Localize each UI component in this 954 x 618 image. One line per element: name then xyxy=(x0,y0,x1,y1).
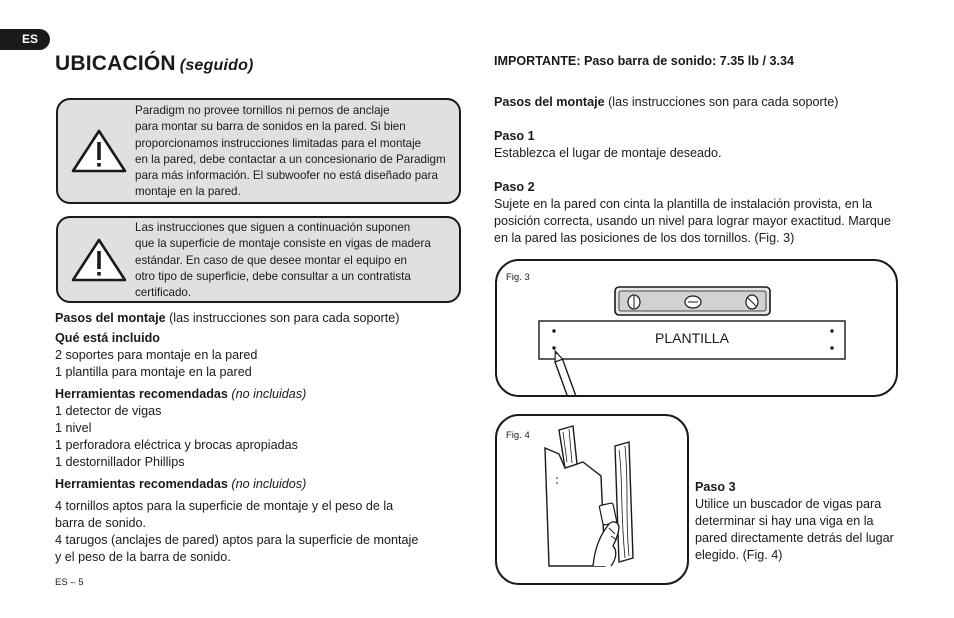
warning-text-2: Las instrucciones que siguen a continuación suponen que la superficie de montaje consiste en vigas de madera estándar. En caso de que desee montar el equipo en otro tipo de superficie, debe consultar a un contratista certificado. xyxy=(135,221,431,300)
figure-4 xyxy=(495,414,689,585)
mount-steps-heading-right: Pasos del montaje (las instrucciones son para cada soporte) xyxy=(494,95,839,109)
stud-finder-illustration xyxy=(497,416,687,583)
step1-text: Establezca el lugar de montaje deseado. xyxy=(494,146,722,160)
step3-line: Utilice un buscador de vigas para xyxy=(695,497,882,511)
hardware-line: barra de sonido. xyxy=(55,516,147,530)
tool-item: 1 perforadora eléctrica y brocas apropiadas xyxy=(55,438,298,452)
included-item: 1 plantilla para montaje en la pared xyxy=(55,365,252,379)
language-tab: ES xyxy=(0,29,50,50)
important-note: IMPORTANTE: Paso barra de sonido: 7.35 lb / 3.34 xyxy=(494,54,794,68)
hardware-heading: Herramientas recomendadas (no incluidos) xyxy=(55,477,307,491)
warning-box-2 xyxy=(56,216,461,303)
tools-heading: Herramientas recomendadas (no incluidas) xyxy=(55,387,307,401)
level-and-template-illustration xyxy=(497,261,896,395)
title-main: UBICACIÓN xyxy=(55,52,176,75)
warning-text-1: Paradigm no provee tornillos ni pernos de anclaje para montar su barra de sonidos en la pared. Si bien proporcionamos instrucciones limitadas para el montaje en la pared, debe contactar a un concesionario de Paradigm para más información. El subwoofer no está diseñado para montaje en la pared. xyxy=(135,104,446,199)
page-number: ES – 5 xyxy=(55,577,84,588)
warning-triangle-icon xyxy=(70,237,128,283)
hardware-line: 4 tornillos aptos para la superficie de montaje y el peso de la xyxy=(55,499,394,513)
mount-steps-heading: Pasos del montaje (las instrucciones son para cada soporte) xyxy=(55,311,400,325)
fig4-label: Fig. 4 xyxy=(506,430,530,441)
template-label: PLANTILLA xyxy=(655,330,729,346)
title-sub: (seguido) xyxy=(179,57,254,74)
warning-box-1 xyxy=(56,98,461,204)
step3-line: elegido. (Fig. 4) xyxy=(695,548,783,562)
included-item: 2 soportes para montaje en la pared xyxy=(55,348,258,362)
tool-item: 1 destornillador Phillips xyxy=(55,455,185,469)
step2-line: posición correcta, usando un nivel para lograr mayor exactitud. Marque xyxy=(494,214,891,228)
step2-line: en la pared las posiciones de los dos tornillos. (Fig. 3) xyxy=(494,231,795,245)
step1-heading: Paso 1 xyxy=(494,129,535,143)
hardware-line: y el peso de la barra de sonido. xyxy=(55,550,231,564)
step2-line: Sujete en la pared con cinta la plantilla de instalación provista, en la xyxy=(494,197,873,211)
step3-heading: Paso 3 xyxy=(695,480,736,494)
tool-item: 1 nivel xyxy=(55,421,92,435)
warning-triangle-icon xyxy=(70,128,128,174)
figure-3 xyxy=(495,259,898,397)
included-heading: Qué está incluido xyxy=(55,331,160,345)
fig3-label: Fig. 3 xyxy=(506,272,530,283)
step3-line: determinar si hay una viga en la xyxy=(695,514,874,528)
step2-heading: Paso 2 xyxy=(494,180,535,194)
page-title xyxy=(55,52,254,76)
tool-item: 1 detector de vigas xyxy=(55,404,162,418)
step3-line: pared directamente detrás del lugar xyxy=(695,531,894,545)
hardware-line: 4 tarugos (anclajes de pared) aptos para la superficie de montaje xyxy=(55,533,419,547)
